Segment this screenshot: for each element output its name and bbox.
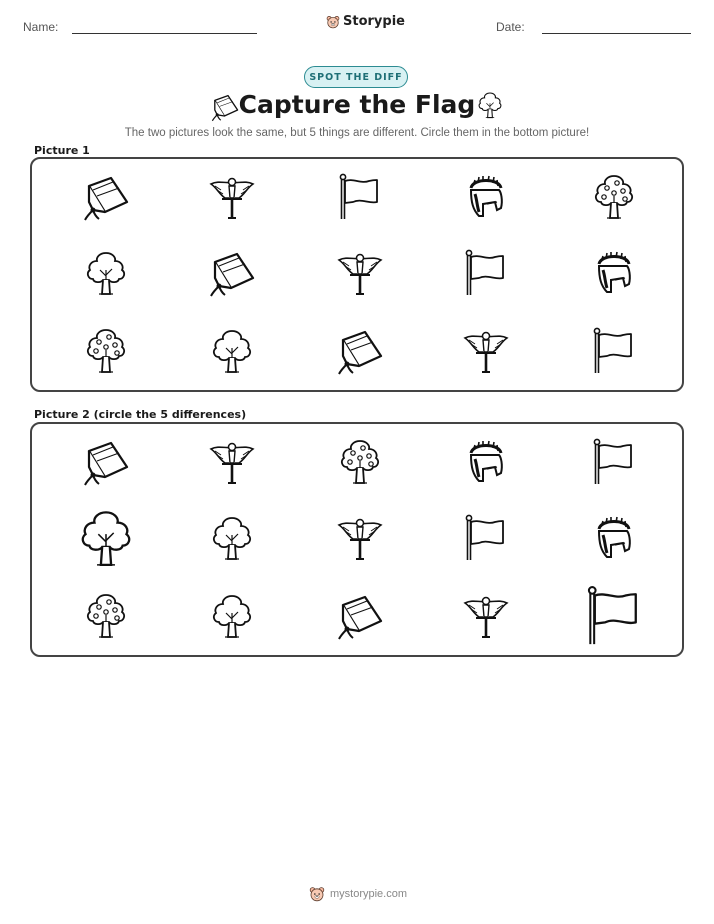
tree-icon — [475, 90, 505, 120]
name-field[interactable] — [72, 33, 257, 34]
helmet-icon — [461, 172, 511, 222]
fruit-tree-icon[interactable] — [335, 437, 385, 487]
bandana-icon[interactable] — [81, 437, 131, 487]
eagle-standard-icon — [335, 248, 385, 298]
bear-icon — [326, 15, 340, 29]
date-label: Date: — [496, 20, 525, 34]
picture-1-panel — [30, 157, 684, 392]
tree-icon — [207, 326, 257, 376]
eagle-standard-icon — [207, 172, 257, 222]
eagle-standard-icon — [461, 326, 511, 376]
eagle-standard-icon[interactable] — [207, 437, 257, 487]
fruit-tree-icon — [81, 326, 131, 376]
tree-icon[interactable] — [74, 506, 138, 570]
picture-1-label: Picture 1 — [34, 144, 90, 157]
picture-2-panel[interactable] — [30, 422, 684, 657]
tree-icon[interactable] — [207, 591, 257, 641]
name-label: Name: — [23, 20, 59, 34]
bandana-icon — [81, 172, 131, 222]
flag-icon[interactable] — [589, 437, 639, 487]
footer-url: mystorypie.com — [330, 888, 408, 900]
bandana-icon — [207, 248, 257, 298]
spot-the-diff-badge: SPOT THE DIFF — [304, 66, 408, 88]
helmet-icon[interactable] — [589, 513, 639, 563]
flag-icon — [461, 248, 511, 298]
instructions: The two pictures look the same, but 5 things are different. Circle them in the bottom picture! — [124, 127, 590, 139]
brand-name: Storypie — [343, 14, 405, 29]
flag-icon — [589, 326, 639, 376]
footer — [309, 886, 407, 902]
helmet-icon — [589, 248, 639, 298]
bear-icon — [309, 886, 325, 902]
storypie-logo — [326, 14, 405, 29]
flag-icon — [335, 172, 385, 222]
date-field[interactable] — [542, 33, 691, 34]
eagle-standard-icon[interactable] — [335, 513, 385, 563]
eagle-standard-icon[interactable] — [461, 591, 511, 641]
fruit-tree-icon[interactable] — [81, 591, 131, 641]
flag-icon[interactable] — [461, 513, 511, 563]
tree-icon[interactable] — [207, 513, 257, 563]
bandana-icon — [335, 326, 385, 376]
picture-2-label: Picture 2 (circle the 5 differences) — [34, 408, 247, 421]
helmet-icon[interactable] — [461, 437, 511, 487]
tree-icon — [81, 248, 131, 298]
fruit-tree-icon — [589, 172, 639, 222]
page-title: Capture the Flag — [238, 90, 476, 119]
bandana-icon[interactable] — [335, 591, 385, 641]
flag-icon[interactable] — [582, 584, 646, 648]
